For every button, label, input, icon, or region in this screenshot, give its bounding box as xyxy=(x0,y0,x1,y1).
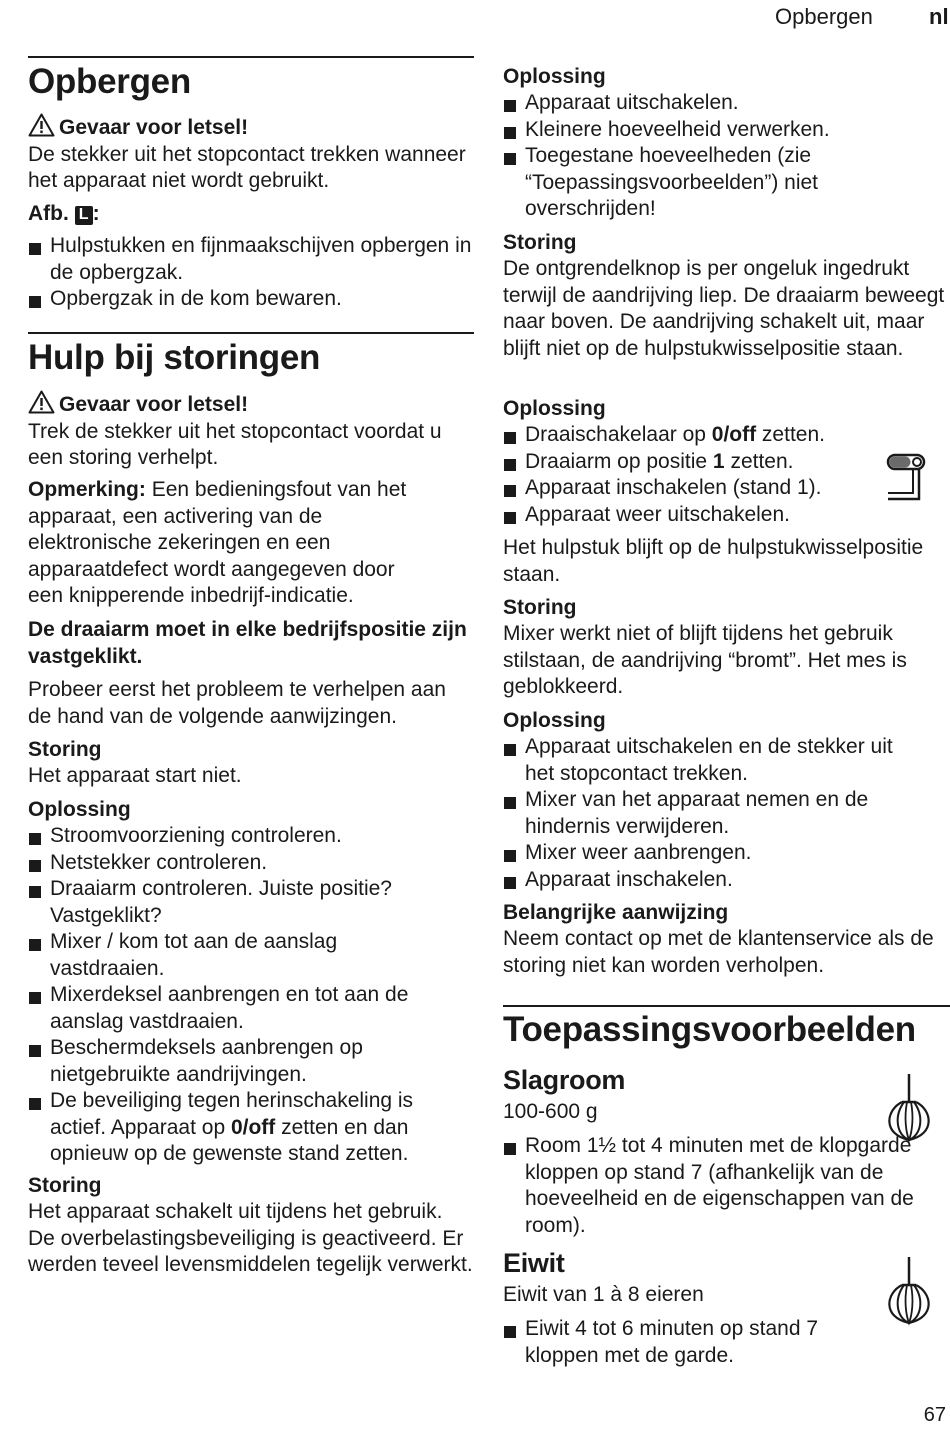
list-item xyxy=(28,1088,448,1168)
important-text: Neem contact op met de klantenservice als de storing niet kan worden verholpen. xyxy=(503,927,934,977)
page-number: 67 xyxy=(923,1403,946,1426)
help-note xyxy=(28,477,428,610)
list-item: Apparaat uitschakelen. xyxy=(503,90,903,117)
list-item: Netstekker controleren. xyxy=(28,850,468,877)
cream-heading: Slagroom xyxy=(503,1065,626,1095)
warning-text: De stekker uit het stopcontact trekken wanneer het apparaat niet wordt gebruikt. xyxy=(28,142,466,192)
swivel-arm-position-icon xyxy=(886,452,928,506)
list-item: Room 1½ tot 4 minuten met de klopgarde kloppen op stand 7 (afhankelijk van de hoeveelheid en de eigenschappen van de room). xyxy=(503,1133,950,1239)
list-item xyxy=(503,449,873,476)
solution-list xyxy=(503,90,903,223)
list-item-text: De beveiliging tegen herinschakeling is actief. Apparaat op xyxy=(50,1089,414,1139)
solution-label: Oplossing xyxy=(28,798,131,821)
header-section-title: Opbergen xyxy=(775,4,873,29)
list-item-text: zetten. xyxy=(756,423,825,446)
solution-label: Oplossing xyxy=(503,397,606,420)
position-number: 1 xyxy=(712,449,725,473)
cream-list xyxy=(503,1133,950,1239)
important-label: Belangrijke aanwijzing xyxy=(503,901,729,924)
fault-label: Storing xyxy=(503,596,577,619)
fault-label: Storing xyxy=(28,738,102,761)
list-item: Mixer / kom tot aan de aanslag vastdraaien. xyxy=(28,929,388,982)
storage-list xyxy=(28,233,478,313)
warning-triangle-icon xyxy=(28,113,55,137)
solution-list xyxy=(503,734,923,893)
warning-label: Gevaar voor letsel! xyxy=(59,116,249,139)
warning-label: Gevaar voor letsel! xyxy=(59,393,249,416)
help-heading: Hulp bij storingen xyxy=(28,338,321,377)
list-item-text: Draaiarm op positie xyxy=(525,449,713,473)
cream-quantity: 100-600 g xyxy=(503,1100,598,1123)
list-item-text: zetten en dan opnieuw op de gewenste stand zetten. xyxy=(50,1115,409,1165)
help-warning xyxy=(28,390,468,472)
whisk-icon xyxy=(880,1072,938,1144)
list-item: Mixer van het apparaat nemen en de hindernis verwijderen. xyxy=(503,787,903,840)
list-item: Hulpstukken en fijnmaakschijven opbergen in de opbergzak. xyxy=(28,233,478,286)
header-language-code: nl xyxy=(929,4,949,29)
solution-note: Het hulpstuk blijft op de hulpstukwisselpositie staan. xyxy=(503,536,924,586)
list-item-text: Draaischakelaar op xyxy=(525,423,712,446)
storage-heading: Opbergen xyxy=(28,62,191,101)
fault-text: De ontgrendelknop is per ongeluk ingedrukt terwijl de aandrijving liep. De draaiarm beweegt naar boven. De aandrijving schakelt uit, maar blijft niet op de hulpstukwisselpositie staan. xyxy=(503,257,945,360)
help-bold-note: De draaiarm moet in elke bedrijfspositie zijn vastgeklikt. xyxy=(28,618,467,668)
list-item: Apparaat weer uitschakelen. xyxy=(503,502,873,529)
section-rule xyxy=(503,1005,950,1007)
fault-text: Mixer werkt niet of blijft tijdens het gebruik stilstaan, de aandrijving “bromt”. Het mes is geblokkeerd. xyxy=(503,622,907,698)
list-item: Opbergzak in de kom bewaren. xyxy=(28,286,478,313)
list-item: Mixerdeksel aanbrengen en tot aan de aanslag vastdraaien. xyxy=(28,982,448,1035)
whisk-icon xyxy=(880,1255,938,1327)
examples-heading: Toepassingsvoorbeelden xyxy=(503,1010,916,1049)
figure-label: Afb. xyxy=(28,202,69,225)
list-item: Kleinere hoeveelheid verwerken. xyxy=(503,117,903,144)
storage-warning xyxy=(28,113,474,195)
list-item: Stroomvoorziening controleren. xyxy=(28,823,468,850)
egg-heading: Eiwit xyxy=(503,1248,565,1278)
figure-reference xyxy=(28,201,100,228)
fault-label: Storing xyxy=(28,1174,102,1197)
egg-list xyxy=(503,1316,853,1369)
help-intro: Probeer eerst het probleem te verhelpen aan de hand van de volgende aanwijzingen. xyxy=(28,678,446,728)
off-setting: 0/off xyxy=(230,1115,276,1139)
list-item: Toegestane hoeveelheden (zie “Toepassingsvoorbeelden”) niet overschrijden! xyxy=(503,143,893,223)
list-item: Apparaat inschakelen. xyxy=(503,867,923,894)
section-rule xyxy=(28,332,474,334)
figure-colon: : xyxy=(92,202,100,225)
solution-list xyxy=(28,823,468,1168)
warning-triangle-icon xyxy=(28,390,55,414)
note-text: Een bedieningsfout van het apparaat, een activering van de elektronische zekeringen en een apparaatdefect wordt aangegeven door een knipperende inbedrijf-indicatie. xyxy=(28,478,407,607)
warning-text: Trek de stekker uit het stopcontact voordat u een storing verhelpt. xyxy=(28,419,442,469)
list-item: Mixer weer aanbrengen. xyxy=(503,840,923,867)
note-label: Opmerking: xyxy=(28,478,146,501)
list-item: Apparaat uitschakelen en de stekker uit het stopcontact trekken. xyxy=(503,734,923,787)
section-rule xyxy=(28,56,474,58)
list-item: Draaiarm controleren. Juiste positie? Vastgeklikt? xyxy=(28,876,438,929)
list-item xyxy=(503,422,873,449)
solution-label: Oplossing xyxy=(503,709,606,732)
fault-text: Het apparaat start niet. xyxy=(28,764,242,787)
solution-list xyxy=(503,422,873,528)
egg-quantity: Eiwit van 1 à 8 eieren xyxy=(503,1283,704,1306)
figure-letter-badge: L xyxy=(75,206,93,225)
solution-label: Oplossing xyxy=(503,65,606,88)
fault-text: Het apparaat schakelt uit tijdens het gebruik. De overbelastingsbeveiliging is geactiveerd. Er werden teveel levensmiddelen tegelijk verwerkt. xyxy=(28,1200,473,1276)
list-item: Beschermdeksels aanbrengen op nietgebruikte aandrijvingen. xyxy=(28,1035,398,1088)
list-item: Apparaat inschakelen (stand 1). xyxy=(503,475,873,502)
list-item-text: zetten. xyxy=(724,449,794,473)
off-setting: 0/off xyxy=(711,423,757,446)
fault-label: Storing xyxy=(503,231,577,254)
list-item: Eiwit 4 tot 6 minuten op stand 7 kloppen met de garde. xyxy=(503,1316,853,1369)
